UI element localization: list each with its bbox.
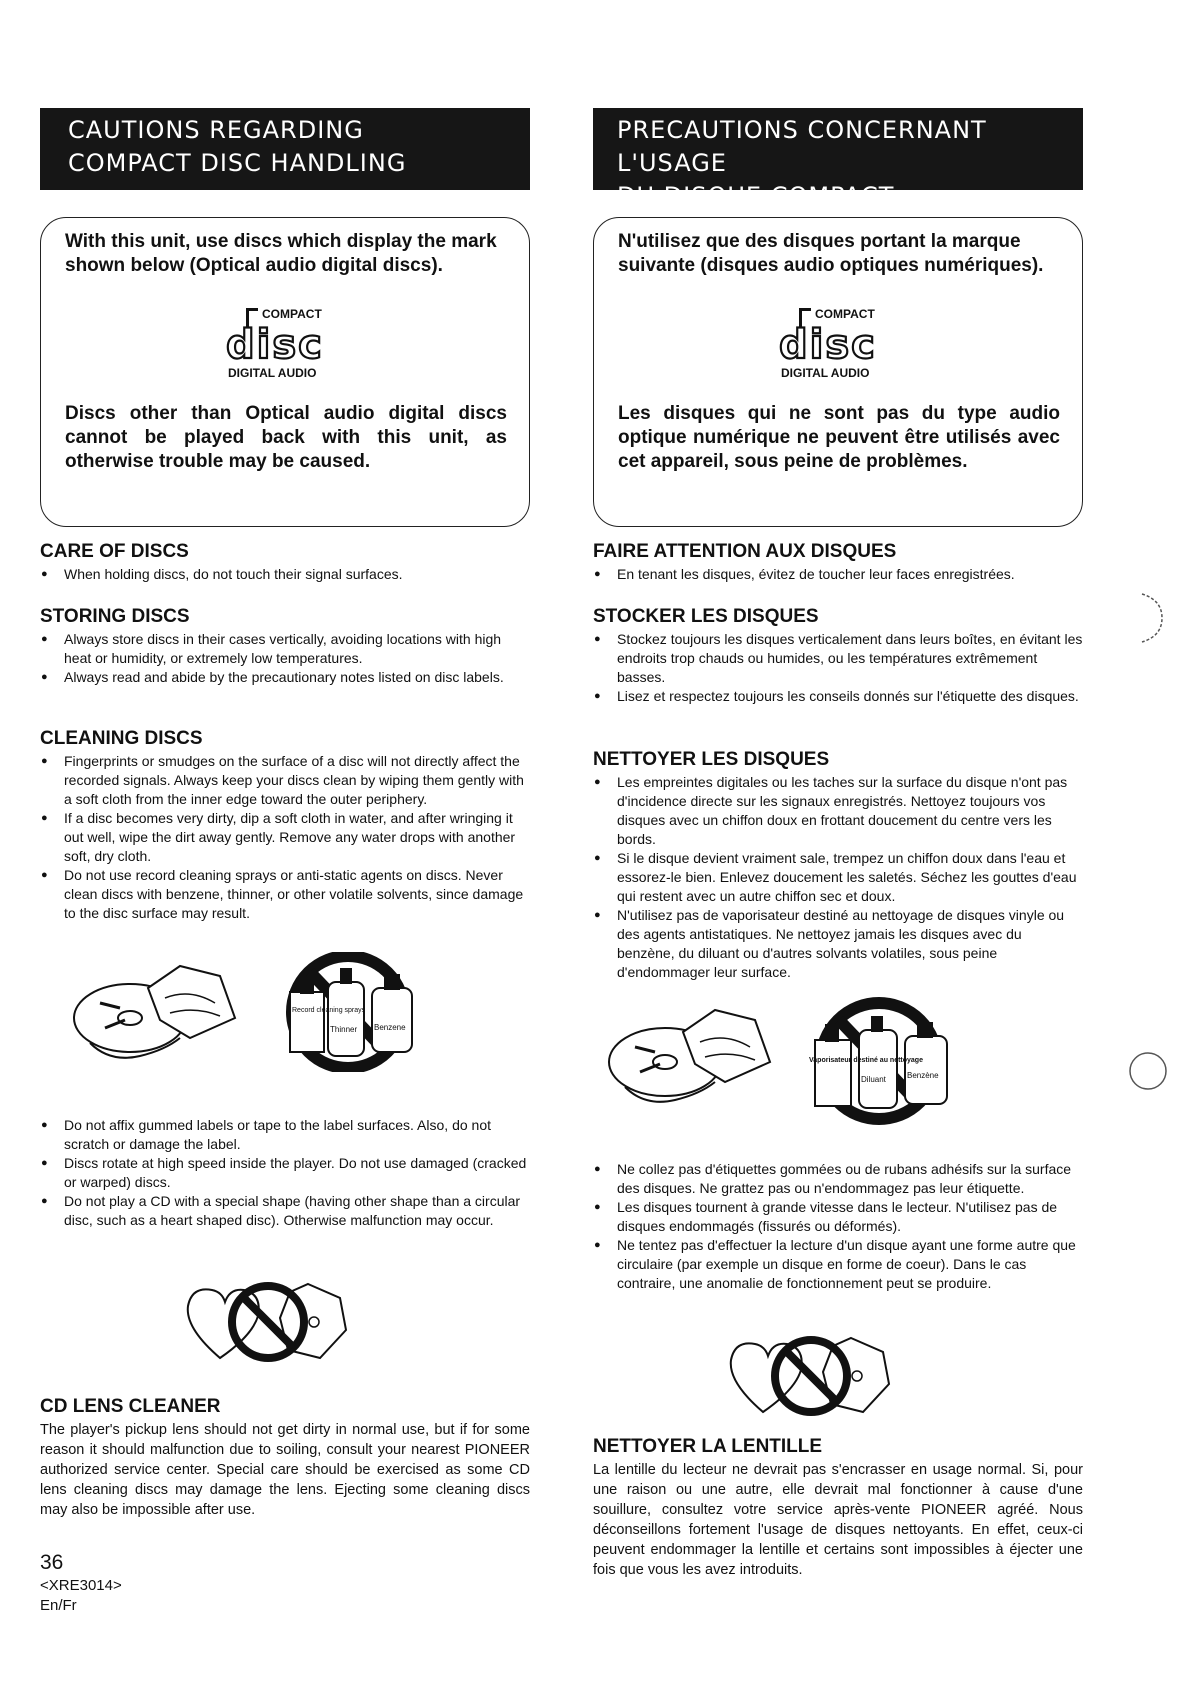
banner-line-1: CAUTIONS REGARDING (68, 116, 364, 144)
label-warnings-section (40, 1116, 530, 1230)
storing-discs-section (40, 606, 530, 687)
svg-text:Vaporisateur destiné au nettoy: Vaporisateur destiné au nettoyage (809, 1057, 923, 1064)
language-code: En/Fr (40, 1597, 77, 1614)
cleaning-discs-section (40, 728, 530, 923)
list-item: ● Discs rotate at high speed inside the player. Do not use damaged (cracked or warped) discs. (40, 1154, 530, 1192)
wiping-disc-illustration (70, 958, 240, 1068)
care-of-discs-section (40, 541, 530, 584)
section-banner (40, 108, 530, 190)
svg-text:Benzène: Benzène (907, 1071, 939, 1080)
list-item: ● Do not use record cleaning sprays or anti-static agents on discs. Never clean discs with benzene, thinner, or other volatile solvents, since damage to the disc surface may result. (40, 866, 530, 923)
svg-text:Thinner: Thinner (330, 1025, 358, 1034)
section-heading: STORING DISCS (40, 606, 190, 627)
list-item: ● Les disques tournent à grande vitesse dans le lecteur. N'utilisez pas de disques endommagés (fissurés ou déformés). (593, 1198, 1083, 1236)
disc-notice-box (593, 217, 1083, 527)
care-of-discs-section (593, 541, 1083, 584)
banner-line-1: PRECAUTIONS CONCERNANT L'USAGE (617, 116, 987, 177)
section-heading: CLEANING DISCS (40, 728, 203, 749)
section-heading: STOCKER LES DISQUES (593, 606, 819, 627)
page-footer (40, 1550, 122, 1616)
compact-disc-logo (777, 302, 901, 380)
prohibited-cleaners-illustration (789, 996, 969, 1126)
list-item: ● Stockez toujours les disques verticalement dans leurs boîtes, en évitant les endroits trop chauds ou humides, ou les températures extrêmement basses. (593, 630, 1083, 687)
disc-notice-box (40, 217, 530, 527)
section-heading: CD LENS CLEANER (40, 1396, 221, 1417)
compact-disc-logo (224, 302, 348, 380)
svg-text:DIGITAL AUDIO: DIGITAL AUDIO (781, 366, 870, 380)
cd-lens-cleaner-section (593, 1436, 1083, 1580)
section-heading: CARE OF DISCS (40, 541, 189, 562)
label-warnings-section (593, 1160, 1083, 1293)
page-number: 36 (40, 1551, 64, 1574)
punch-hole-mark (1128, 590, 1168, 646)
section-heading: NETTOYER LA LENTILLE (593, 1436, 823, 1457)
storing-discs-section (593, 606, 1083, 706)
odd-shape-disc-prohibited-icon (180, 1278, 360, 1368)
section-body: The player's pickup lens should not get dirty in normal use, but if for some reason it should malfunction due to soiling, consult your nearest PIONEER authorized service center. Special care should be exercised as some CD lens cleaning discs may damage the lens. Ejecting some cleaning discs may also be impossible after use. (40, 1422, 530, 1518)
notice-intro: With this unit, use discs which display the mark shown below (Optical audio digital discs). (65, 231, 497, 276)
svg-text:disc: disc (226, 322, 324, 368)
notice-warning: Discs other than Optical audio digital discs cannot be played back with this unit, as otherwise trouble may be caused. (65, 403, 507, 472)
svg-text:DIGITAL AUDIO: DIGITAL AUDIO (228, 366, 317, 380)
svg-text:COMPACT: COMPACT (262, 307, 322, 321)
svg-text:Diluant: Diluant (861, 1075, 886, 1084)
cleaning-discs-section (593, 749, 1083, 982)
odd-shape-disc-prohibited-icon (723, 1332, 903, 1422)
cd-lens-cleaner-section (40, 1396, 530, 1520)
section-body: La lentille du lecteur ne devrait pas s'encrasser en usage normal. Si, pour une raison ou une autre, elle devrait mal fonctionner à cause d'une souillure, consultez votre service après-vente PIONEER agréé. Nous déconseillons fortement l'usage de disques nettoyants. En effet, ceux-ci peuvent endommager la lentille et certains sont impossibles à éjecter une fois que vous les avez introduits. (593, 1462, 1083, 1578)
punch-hole-mark (1128, 1046, 1168, 1096)
section-heading: NETTOYER LES DISQUES (593, 749, 830, 770)
svg-text:COMPACT: COMPACT (815, 307, 875, 321)
list-item: ● En tenant les disques, évitez de toucher leur faces enregistrées. (593, 565, 1083, 584)
prohibited-cleaners-illustration (268, 952, 428, 1072)
list-item: ● If a disc becomes very dirty, dip a soft cloth in water, and after wringing it out well, wipe the dirt away gently. Remove any water drops with another soft, dry cloth. (40, 809, 530, 866)
list-item: ● Lisez et respectez toujours les conseils donnés sur l'étiquette des disques. (593, 687, 1083, 706)
wiping-disc-illustration (605, 1002, 775, 1112)
svg-text:disc: disc (779, 322, 877, 368)
list-item: ● Always read and abide by the precautionary notes listed on disc labels. (40, 668, 530, 687)
banner-line-2: COMPACT DISC HANDLING (68, 149, 407, 177)
svg-text:Record cleaning sprays: Record cleaning sprays (292, 1007, 366, 1014)
document-code: <XRE3014> (40, 1577, 122, 1594)
list-item: ● Do not affix gummed labels or tape to the label surfaces. Also, do not scratch or damage the label. (40, 1116, 530, 1154)
list-item: ● When holding discs, do not touch their signal surfaces. (40, 565, 530, 584)
list-item: ● Ne collez pas d'étiquettes gommées ou de rubans adhésifs sur la surface des disques. Ne grattez pas ou n'endommagez pas leur étiquette. (593, 1160, 1083, 1198)
list-item: ● Ne tentez pas d'effectuer la lecture d'un disque ayant une forme autre que circulaire (par exemple un disque en forme de coeur). Dans le cas contraire, une anomalie de fonctionnement peut se produire. (593, 1236, 1083, 1293)
list-item: ● Always store discs in their cases vertically, avoiding locations with high heat or humidity, or extremely low temperatures. (40, 630, 530, 668)
section-banner (593, 108, 1083, 210)
notice-warning: Les disques qui ne sont pas du type audio optique numérique ne peuvent être utilisés avec cet appareil, sous peine de problèmes. (618, 403, 1060, 472)
list-item: ● Do not play a CD with a special shape (having other shape than a circular disc, such as a heart shaped disc). Otherwise malfunction may occur. (40, 1192, 530, 1230)
list-item: ● Fingerprints or smudges on the surface of a disc will not directly affect the recorded signals. Always keep your discs clean by wiping them gently with a soft cloth from the inner edge toward the outer periphery. (40, 752, 530, 809)
svg-text:Benzene: Benzene (374, 1023, 406, 1032)
notice-intro: N'utilisez que des disques portant la marque suivante (disques audio optiques numériques). (618, 231, 1044, 276)
list-item: ● N'utilisez pas de vaporisateur destiné au nettoyage de disques vinyle ou des agents antistatiques. Ne nettoyez jamais les disques avec du benzène, du diluant ou d'autres solvants volatiles, sous peine d'endommager leur surface. (593, 906, 1083, 982)
section-heading: FAIRE ATTENTION AUX DISQUES (593, 541, 897, 562)
banner-line-2: DU DISQUE COMPACT (617, 182, 895, 210)
list-item: ● Si le disque devient vraiment sale, trempez un chiffon doux dans l'eau et essorez-le bien. Enlevez doucement les saletés. Séchez les gouttes d'eau qui restent avec un autre chiffon sec et doux. (593, 849, 1083, 906)
list-item: ● Les empreintes digitales ou les taches sur la surface du disque n'ont pas d'incidence directe sur les signaux enregistrés. Nettoyez toujours vos disques avec un chiffon doux en frottant doucement du centre vers les bords. (593, 773, 1083, 849)
